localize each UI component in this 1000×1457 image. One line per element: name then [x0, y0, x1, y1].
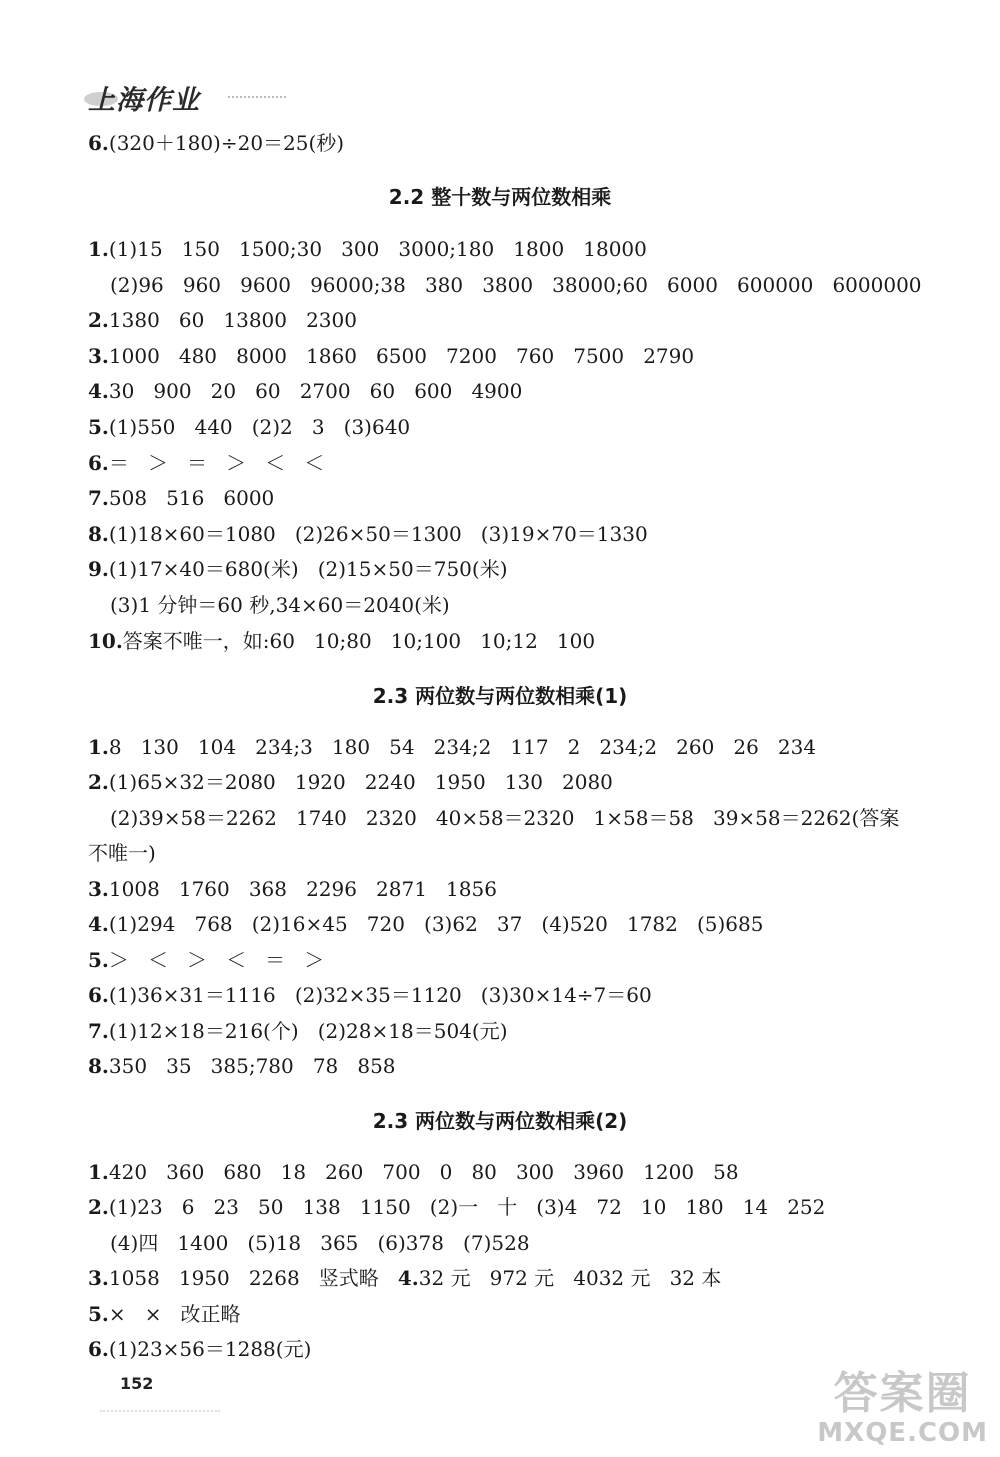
- answer-line: 2.1380 60 13800 2300: [88, 308, 357, 332]
- answer-line: 3.1000 480 8000 1860 6500 7200 760 7500 2790: [88, 344, 695, 368]
- answer-line: 6.(1)23×56＝1288(元): [88, 1337, 312, 1361]
- watermark-en: MXQE.COM: [817, 1418, 988, 1448]
- section-heading-2-3-1: 2.3 两位数与两位数相乘(1): [372, 684, 628, 708]
- answer-line: 2.(1)65×32＝2080 1920 2240 1950 130 2080: [88, 770, 613, 794]
- answer-line: 5.＞ ＜ ＞ ＜ ＝ ＞: [88, 948, 325, 972]
- answer-line: 7.508 516 6000: [88, 486, 275, 510]
- answer-line: 6.(320＋180)÷20＝25(秒): [88, 131, 345, 155]
- answer-line: 4.30 900 20 60 2700 60 600 4900: [88, 379, 523, 403]
- answer-line: 1.420 360 680 18 260 700 0 80 300 3960 1200 58: [88, 1160, 739, 1184]
- answer-line: (4)四 1400 (5)18 365 (6)378 (7)528: [110, 1231, 530, 1255]
- answer-line: 8.(1)18×60＝1080 (2)26×50＝1300 (3)19×70＝1330: [88, 522, 648, 546]
- answer-line: 4.(1)294 768 (2)16×45 720 (3)62 37 (4)520 1782 (5)685: [88, 912, 764, 936]
- answer-line: 3.1058 1950 2268 竖式略 4.32 元 972 元 4032 元 32 本: [88, 1266, 722, 1290]
- section-heading-2-2: 2.2 整十数与两位数相乘: [388, 185, 612, 209]
- page-number: 152: [120, 1374, 154, 1393]
- footer-decoration: [100, 1410, 220, 1414]
- answer-line: (2)96 960 9600 96000;38 380 3800 38000;60 6000 600000 6000000: [110, 273, 922, 297]
- answer-line: (2)39×58＝2262 1740 2320 40×58＝2320 1×58＝58 39×58＝2262(答案: [110, 806, 900, 830]
- answer-line: 10.答案不唯一，如:60 10;80 10;100 10;12 100: [88, 629, 596, 653]
- answer-line: 5.× × 改正略: [88, 1302, 241, 1326]
- watermark: [817, 1369, 988, 1447]
- watermark-cn: 答案圈: [833, 1368, 972, 1419]
- answer-line: 9.(1)17×40＝680(米) (2)15×50＝750(米): [88, 557, 508, 581]
- answer-line: 不唯一): [88, 841, 156, 865]
- answer-line: 3.1008 1760 368 2296 2871 1856: [88, 877, 497, 901]
- answer-line: 5.(1)550 440 (2)2 3 (3)640: [88, 415, 411, 439]
- answer-line: 1.(1)15 150 1500;30 300 3000;180 1800 18000: [88, 237, 647, 261]
- answer-line: 1.8 130 104 234;3 180 54 234;2 117 2 234;2 260 26 234: [88, 735, 817, 759]
- header-decoration: [228, 96, 286, 102]
- answer-line: 7.(1)12×18＝216(个) (2)28×18＝504(元): [88, 1019, 508, 1043]
- answer-line: (3)1 分钟＝60 秒,34×60＝2040(米): [110, 593, 450, 617]
- answer-line: 6.＝ ＞ ＝ ＞ ＜ ＜: [88, 451, 325, 475]
- answer-line: 2.(1)23 6 23 50 138 1150 (2)一 十 (3)4 72 10 180 14 252: [88, 1195, 826, 1219]
- answer-line: 6.(1)36×31＝1116 (2)32×35＝1120 (3)30×14÷7＝60: [88, 983, 652, 1007]
- section-heading-2-3-2: 2.3 两位数与两位数相乘(2): [372, 1109, 628, 1133]
- answer-line: 8.350 35 385;780 78 858: [88, 1054, 396, 1078]
- series-logo: 上海作业: [88, 78, 200, 117]
